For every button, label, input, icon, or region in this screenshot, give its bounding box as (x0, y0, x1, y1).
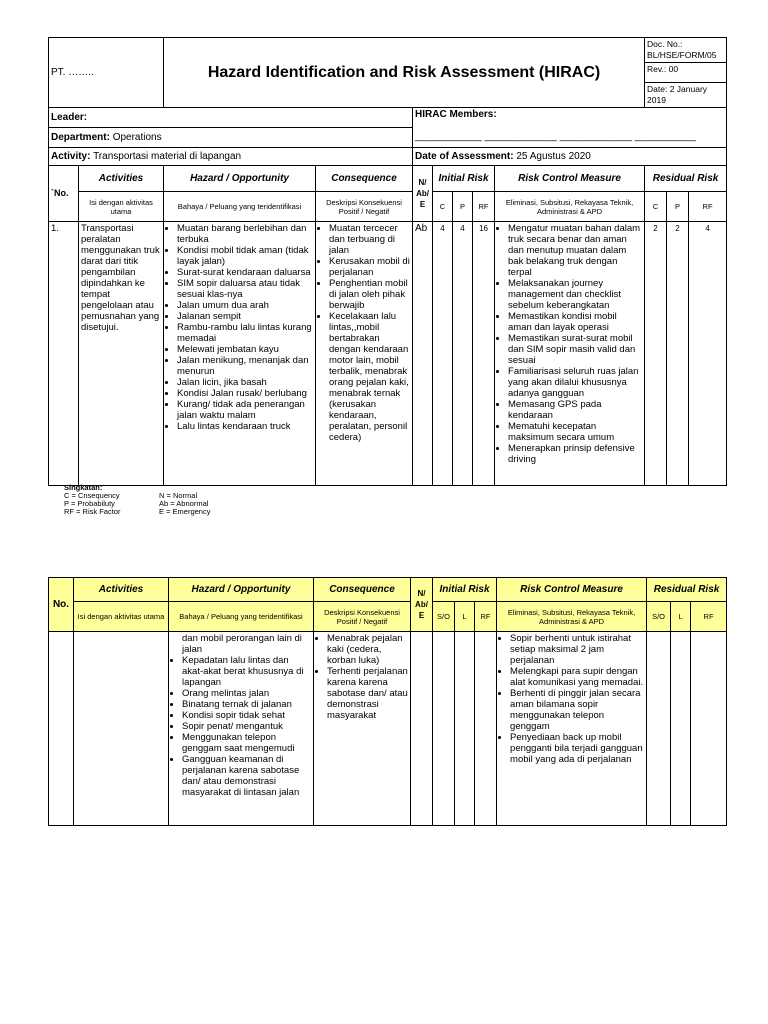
department-cell (49, 128, 413, 148)
row2-initial-l (455, 632, 475, 826)
hazard-item: • Orang melintas jalan (182, 688, 311, 699)
control-item: • Familiarisasi seluruh ruas jalan yang akan dilalui khususnya adanya gangguan (508, 366, 642, 399)
activity-cell (49, 148, 413, 166)
col-activities-sub: Isi dengan aktivitas utama (79, 192, 164, 222)
col2-no: No. (49, 578, 74, 632)
row2-initial-so (433, 632, 455, 826)
table-row (49, 632, 727, 826)
row2-hazards (169, 632, 314, 826)
legend-item: C = Cnsequency (64, 491, 120, 500)
control-item: • Sopir berhenti untuk istirahat setiap maksimal 2 jam perjalanan (510, 633, 644, 666)
legend-item: RF = Risk Factor (64, 507, 121, 516)
row1-residual-c: 2 (645, 222, 667, 486)
row1-residual-rf: 4 (689, 222, 727, 486)
row1-consequences (316, 222, 413, 486)
control-item: • Penyediaan back up mobil pengganti bila terjadi gangguan mobil yang ada di perjalanan (510, 732, 644, 765)
row2-initial-rf (475, 632, 497, 826)
control-item: • Memasang GPS pada kendaraan (508, 399, 642, 421)
row2-residual-l (671, 632, 691, 826)
row1-initial-c: 4 (433, 222, 453, 486)
hazard-item: • Kurang/ tidak ada penerangan jalan waktu malam (177, 399, 313, 421)
hazard-item: • Kondisi Jalan rusak/ berlubang (177, 388, 313, 399)
col-control: Risk Control Measure (495, 166, 645, 192)
col-consequence: Consequence (316, 166, 413, 192)
row1-nabe: Ab (413, 222, 433, 486)
consequence-item: • Muatan tercecer dan terbuang di jalan (329, 223, 410, 256)
row2-consequences (314, 632, 411, 826)
assessment-date-cell (413, 148, 727, 166)
col2-hazard: Hazard / Opportunity (169, 578, 314, 602)
consequence-item: • Menabrak pejalan kaki (cedera, korban luka) (327, 633, 408, 666)
col-residual-c: C (645, 192, 667, 222)
col2-consequence-sub: Deskripsi Konsekuensi Positif / Negatif (314, 602, 411, 632)
col2-residual-rf: RF (691, 602, 727, 632)
legend-item: Ab = Abnormal (159, 499, 209, 508)
activity-value: Transportasi material di lapangan (93, 151, 242, 162)
assessment-date-value: 25 Agustus 2020 (516, 151, 591, 162)
col-initial-rf: RF (473, 192, 495, 222)
col2-initial-risk: Initial Risk (433, 578, 497, 602)
col-initial-c: C (433, 192, 453, 222)
col-nabe: N/ Ab/ E (413, 166, 433, 222)
hazard-item: • Kepadatan lalu lintas dan akat-akat berat khususnya di lapangan (182, 655, 311, 688)
row2-residual-rf (691, 632, 727, 826)
hazard-item: • Kondisi mobil tidak aman (tidak layak jalan) (177, 245, 313, 267)
col2-residual: Residual Risk (647, 578, 727, 602)
hazard-item: • SIM sopir daluarsa atau tidak sesuai klas-nya (177, 278, 313, 300)
hazard-item: • Jalan licin, jika basah (177, 377, 313, 388)
department-label: Department: (51, 132, 110, 143)
consequence-item: • Kecelakaan lalu lintas,,mobil bertabrakan dengan kendaraan motor lain, mobil terbalik, menabrak orang pejalan kaki, menabrak ternak (kerusakan kendaraan, peralatan, personil cedera) (329, 311, 410, 443)
control-item: • Berhenti di pinggir jalan secara aman bilamana sopir menggunakan telepon genggam (510, 688, 644, 732)
hirac-table-page2 (48, 577, 727, 826)
control-item: • Memastikan surat-surat mobil dan SIM sopir masih valid dan sesuai (508, 333, 642, 366)
row2-no (49, 632, 74, 826)
row2-activity (74, 632, 169, 826)
col2-nabe: N/ Ab/ E (411, 578, 433, 632)
document-title: Hazard Identification and Risk Assessment (HIRAC) (164, 38, 645, 108)
legend-title: Singkatan: (64, 483, 103, 492)
hazard-item: • Muatan barang berlebihan dan terbuka (177, 223, 313, 245)
row1-initial-rf: 16 (473, 222, 495, 486)
row1-initial-p: 4 (453, 222, 473, 486)
assessment-date-label: Date of Assessment: (415, 151, 514, 162)
row1-hazards (164, 222, 316, 486)
doc-number: Doc. No.: BL/HSE/FORM/05 (645, 38, 727, 63)
control-item: • Mematuhi kecepatan maksimum secara umum (508, 421, 642, 443)
hazard-item: • Jalan umum dua arah (177, 300, 313, 311)
row1-residual-p: 2 (667, 222, 689, 486)
doc-date: Date: 2 January 2019 (645, 83, 727, 108)
col-hazard-sub: Bahaya / Peluang yang teridentifikasi (164, 192, 316, 222)
hazard-item: • Melewati jembatan kayu (177, 344, 313, 355)
col2-consequence: Consequence (314, 578, 411, 602)
table-row (49, 222, 727, 486)
row2-nabe (411, 632, 433, 826)
hazard-item: • Jalan menikung, menanjak dan menurun (177, 355, 313, 377)
col-residual-p: P (667, 192, 689, 222)
col-consequence-sub: Deskripsi Konsekuensi Positif / Negatif (316, 192, 413, 222)
hazard-item: • Kondisi sopir tidak sehat (182, 710, 311, 721)
col-hazard: Hazard / Opportunity (164, 166, 316, 192)
row1-no: 1. (49, 222, 79, 486)
hirac-table-page1 (48, 37, 727, 486)
hirac-members (413, 108, 727, 148)
col2-initial-rf: RF (475, 602, 497, 632)
consequence-item: • Terhenti perjalanan karena karena sabotase dan/ atau demonstrasi masyarakat (327, 666, 408, 721)
hazard-item: • Menggunakan telepon genggam saat mengemudi (182, 732, 311, 754)
col2-hazard-sub: Bahaya / Peluang yang teridentifikasi (169, 602, 314, 632)
col-activities: Activities (79, 166, 164, 192)
control-item: • Melengkapi para supir dengan alat komunikasi yang memadai. (510, 666, 644, 688)
abbreviation-legend (64, 484, 210, 516)
hazard-item: • Rambu-rambu lalu lintas kurang memadai (177, 322, 313, 344)
row1-activity: Transportasi peralatan menggunakan truk darat dari titik pengambilan dipindahkan ke tempat pengelolaan atau pemusnahan yang disetujui. (79, 222, 164, 486)
col2-initial-so: S/O (433, 602, 455, 632)
row1-controls (495, 222, 645, 486)
control-item: • Menerapkan prinsip defensive driving (508, 443, 642, 465)
control-item: • Mengatur muatan bahan dalam truk secara benar dan aman dan menutup muatan dalam bak belakang truk dengan terpal (508, 223, 642, 278)
hazard-item: • Lalu lintas kendaraan truck (177, 421, 313, 432)
col2-control-sub: Eliminasi, Subsitusi, Rekayasa Teknik, Administrasi & APD (497, 602, 647, 632)
members-lines: ____________ _____________ _____________ ___________ (415, 131, 696, 142)
consequence-item: • Kerusakan mobil di perjalanan (329, 256, 410, 278)
col2-residual-so: S/O (647, 602, 671, 632)
hazard-item: • Jalanan sempit (177, 311, 313, 322)
consequence-item: • Penghentian mobil di jalan oleh pihak berwajib (329, 278, 410, 311)
department-value: Operations (112, 132, 162, 143)
hazard-item: • Gangguan keamanan di perjalanan karena sabotase dan/ atau demonstrasi masyarakat di lintasan jalan (182, 754, 311, 798)
col2-activities-sub: Isi dengan aktivitas utama (74, 602, 169, 632)
hazard-item: • Sopir penat/ mengantuk (182, 721, 311, 732)
control-item: • Melaksanakan journey management dan checklist sebelum keberangkatan (508, 278, 642, 311)
col2-residual-l: L (671, 602, 691, 632)
col-residual-rf: RF (689, 192, 727, 222)
col-initial-p: P (453, 192, 473, 222)
col2-initial-l: L (455, 602, 475, 632)
activity-label: Activity: (51, 151, 91, 162)
legend-item: P = Probabiluty (64, 499, 115, 508)
hazard-item: • Binatang ternak di jalanan (182, 699, 311, 710)
legend-item: N = Normal (159, 491, 198, 500)
col-residual: Residual Risk (645, 166, 727, 192)
row2-hazard-continued: dan mobil perorangan lain di jalan (182, 633, 302, 655)
members-label: HIRAC Members: (415, 109, 497, 120)
col2-activities: Activities (74, 578, 169, 602)
col-initial-risk: Initial Risk (433, 166, 495, 192)
company-name: PT. …….. (49, 38, 164, 108)
legend-item: E = Emergency (159, 507, 211, 516)
col2-control: Risk Control Measure (497, 578, 647, 602)
control-item: • Memastikan kondisi mobil aman dan layak operasi (508, 311, 642, 333)
row2-residual-so (647, 632, 671, 826)
row2-controls (497, 632, 647, 826)
hazard-item: • Surat-surat kendaraan daluarsa (177, 267, 313, 278)
col-no: `No. (49, 166, 79, 222)
col-control-sub: Eliminasi, Subsitusi, Rekayasa Teknik, Administrasi & APD (495, 192, 645, 222)
leader-label: Leader: (49, 108, 413, 128)
revision: Rev.: 00 (645, 63, 727, 83)
